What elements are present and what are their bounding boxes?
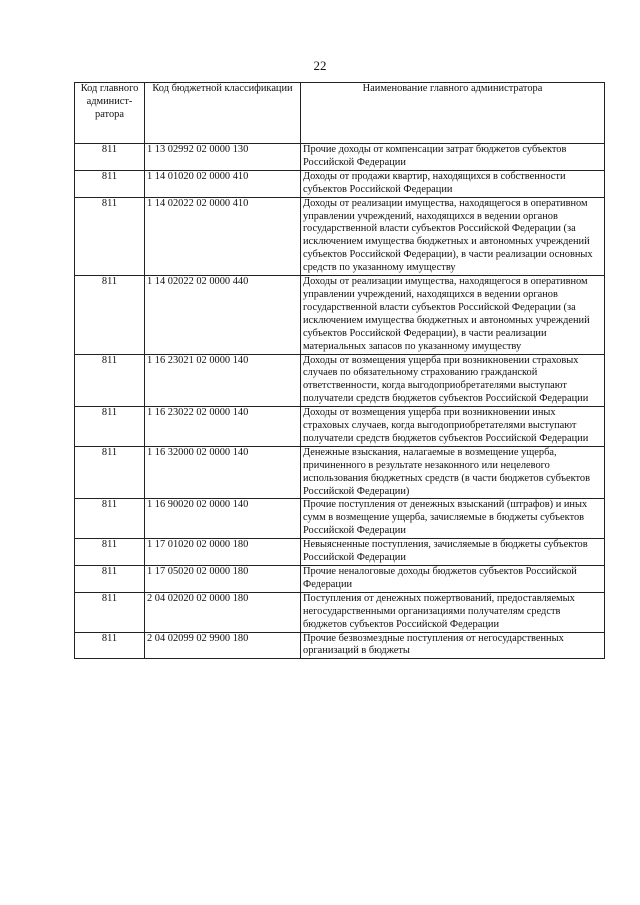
table-row — [75, 499, 605, 539]
budget-code-cell: 1 16 23022 02 0000 140 — [145, 407, 301, 447]
admin-name-cell: Денежные взыскания, налагаемые в возмещение ущерба, причиненного в результате незаконного или нецелевого использования бюджетных средств (в части бюджетов субъектов Российской Федерации) — [301, 446, 605, 499]
budget-code-cell: 1 16 90020 02 0000 140 — [145, 499, 301, 539]
table-row — [75, 170, 605, 197]
admin-name-cell: Доходы от реализации имущества, находящегося в оперативном управлении учреждений, находящихся в ведении органов государственной власти субъектов Российской Федерации (за исключением имущества бюджетных и автономных учреждений субъектов Российской Федерации), в части реализации основных средств по указанному имуществу — [301, 197, 605, 275]
header-admin-code: Код главного админист-ратора — [75, 83, 145, 144]
budget-code-cell: 1 16 32000 02 0000 140 — [145, 446, 301, 499]
admin-code-cell: 811 — [75, 446, 145, 499]
admin-code-cell: 811 — [75, 197, 145, 275]
budget-code-cell: 1 17 05020 02 0000 180 — [145, 566, 301, 593]
table-row — [75, 592, 605, 632]
table-header-row — [75, 83, 605, 144]
budget-code-cell: 2 04 02099 02 9900 180 — [145, 632, 301, 659]
table-row — [75, 354, 605, 407]
table-row — [75, 566, 605, 593]
budget-code-cell: 1 14 02022 02 0000 440 — [145, 276, 301, 354]
budget-code-cell: 1 14 01020 02 0000 410 — [145, 170, 301, 197]
admin-name-cell: Прочие доходы от компенсации затрат бюджетов субъектов Российской Федерации — [301, 144, 605, 171]
table-row — [75, 539, 605, 566]
table-row — [75, 407, 605, 447]
table-row — [75, 632, 605, 659]
table-row — [75, 197, 605, 275]
budget-classification-table — [74, 82, 605, 659]
admin-code-cell: 811 — [75, 499, 145, 539]
admin-name-cell: Прочие безвозмездные поступления от негосударственных организаций в бюджеты — [301, 632, 605, 659]
table-row — [75, 144, 605, 171]
admin-code-cell: 811 — [75, 144, 145, 171]
admin-code-cell: 811 — [75, 276, 145, 354]
admin-name-cell: Невыясненные поступления, зачисляемые в бюджеты субъектов Российской Федерации — [301, 539, 605, 566]
admin-code-cell: 811 — [75, 354, 145, 407]
table-row — [75, 276, 605, 354]
budget-code-cell: 1 17 01020 02 0000 180 — [145, 539, 301, 566]
admin-name-cell: Прочие неналоговые доходы бюджетов субъектов Российской Федерации — [301, 566, 605, 593]
budget-code-cell: 1 13 02992 02 0000 130 — [145, 144, 301, 171]
admin-code-cell: 811 — [75, 632, 145, 659]
admin-name-cell: Доходы от реализации имущества, находящегося в оперативном управлении учреждений, находящихся в ведении органов государственной власти субъектов Российской Федерации (за исключением имущества бюджетных и автономных учреждений субъектов Российской Федерации), в части реализации материальных запасов по указанному имуществу — [301, 276, 605, 354]
admin-code-cell: 811 — [75, 566, 145, 593]
admin-name-cell: Доходы от возмещения ущерба при возникновении страховых случаев по обязательному страхованию гражданской ответственности, когда выгодоприобретателями выступают получатели средств бюджетов субъектов Российской Федерации — [301, 354, 605, 407]
admin-name-cell: Прочие поступления от денежных взысканий (штрафов) и иных сумм в возмещение ущерба, зачисляемые в бюджеты субъектов Российской Федерации — [301, 499, 605, 539]
admin-code-cell: 811 — [75, 407, 145, 447]
admin-name-cell: Доходы от возмещения ущерба при возникновении иных страховых случаев, когда выгодоприобретателями выступают получатели средств бюджетов субъектов Российской Федерации — [301, 407, 605, 447]
header-budget-code: Код бюджетной классификации — [145, 83, 301, 144]
table-row — [75, 446, 605, 499]
page-number: 22 — [313, 58, 327, 73]
budget-code-cell: 2 04 02020 02 0000 180 — [145, 592, 301, 632]
admin-code-cell: 811 — [75, 170, 145, 197]
admin-name-cell: Поступления от денежных пожертвований, предоставляемых негосударственными организациями получателям средств бюджетов субъектов Российской Федерации — [301, 592, 605, 632]
header-admin-name: Наименование главного администратора — [301, 83, 605, 144]
admin-code-cell: 811 — [75, 592, 145, 632]
budget-code-cell: 1 16 23021 02 0000 140 — [145, 354, 301, 407]
admin-name-cell: Доходы от продажи квартир, находящихся в собственности субъектов Российской Федерации — [301, 170, 605, 197]
admin-code-cell: 811 — [75, 539, 145, 566]
budget-code-cell: 1 14 02022 02 0000 410 — [145, 197, 301, 275]
